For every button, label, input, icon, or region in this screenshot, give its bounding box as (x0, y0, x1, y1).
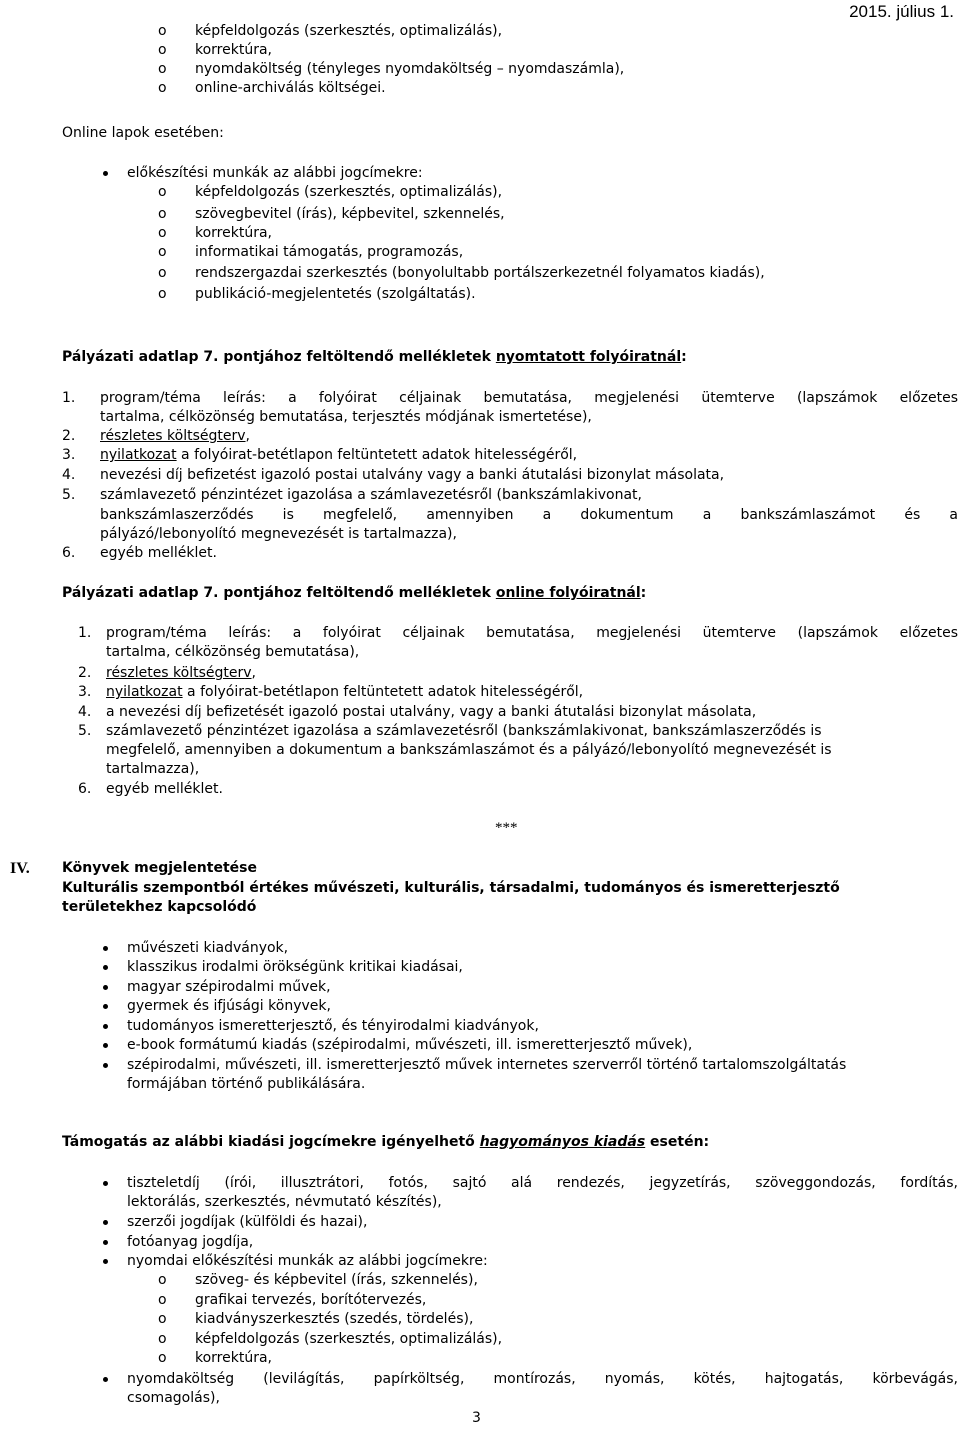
list-item: a nevezési díj befizetését igazoló postai utalvány, vagy a banki átutalási bizonylat másolata, (106, 704, 757, 720)
list-item: gyermek és ifjúsági könyvek, (127, 998, 331, 1014)
item-number: 5. (78, 723, 92, 739)
list-item (100, 427, 250, 446)
list-item: tartalmazza), (106, 761, 200, 777)
list-item: nyomdaköltség (levilágítás, papírköltség, montírozás, nyomás, kötés, hajtogatás, körbevágás, (127, 1371, 958, 1387)
section-subtitle: területekhez kapcsolódó (62, 899, 257, 915)
list-item: e-book formátumú kiadás (szépirodalmi, művészeti, ill. ismeretterjesztő művek), (127, 1037, 693, 1053)
bullet-dot (103, 1259, 108, 1264)
bullet-dot (103, 946, 108, 951)
sub-bullet-marker: o (158, 1331, 167, 1347)
sub-bullet-marker: o (158, 244, 167, 260)
item-number: 3. (62, 447, 76, 463)
sub-bullet-marker: o (158, 1272, 167, 1288)
bullet-dot (103, 1181, 108, 1186)
list-item: korrektúra, (195, 42, 272, 58)
sub-bullet-marker: o (158, 42, 167, 58)
item-number: 6. (62, 545, 76, 561)
list-item: tiszteletdíj (írói, illusztrátori, fotós, sajtó alá rendezés, jegyzetírás, szöveggondozás, fordítás, (127, 1175, 958, 1191)
sub-bullet-marker: o (158, 286, 167, 302)
sub-bullet-marker: o (158, 1350, 167, 1366)
list-item: képfeldolgozás (szerkesztés, optimalizálás), (195, 1331, 503, 1347)
sub-bullet-marker: o (158, 1311, 167, 1327)
heading-text: Pályázati adatlap 7. pontjához feltöltendő mellékletek (62, 349, 496, 365)
heading-text: Támogatás az alábbi kiadási jogcímekre igényelhető (62, 1134, 480, 1150)
list-item (106, 664, 256, 683)
list-item: szerzői jogdíjak (külföldi és hazai), (127, 1214, 368, 1230)
bullet-dot (103, 1043, 108, 1048)
list-item: szövegbevitel (írás), képbevitel, szkennelés, (195, 206, 505, 222)
item-rest: a folyóirat-betétlapon feltüntetett adatok hitelességéről, (176, 447, 578, 463)
list-item: nevezési díj befizetést igazoló postai utalvány vagy a banki átutalási bizonylat másolata, (100, 467, 725, 483)
heading-underlined: online folyóiratnál (495, 585, 641, 601)
list-item: lektorálás, szerkesztés, névmutató készítés), (127, 1194, 442, 1210)
link-text: részletes költségterv (106, 665, 252, 681)
list-item: bankszámlaszerződés is megfelelő, amennyiben a dokumentum a bankszámlaszámot és a (100, 507, 958, 523)
sub-bullet-marker: o (158, 184, 167, 200)
bullet-dot (103, 965, 108, 970)
item-number: 6. (78, 781, 92, 797)
bullet-dot (103, 1377, 108, 1382)
list-item (106, 683, 583, 702)
list-item: megfelelő, amennyiben a dokumentum a bankszámlaszámot és a pályázó/lebonyolító megnevezését is (106, 742, 832, 758)
section-heading (62, 584, 646, 603)
bullet-dot (103, 1063, 108, 1068)
sub-bullet-marker: o (158, 265, 167, 281)
bullet-dot (103, 1220, 108, 1225)
list-item: fotóanyag jogdíja, (127, 1234, 254, 1250)
list-item: egyéb melléklet. (106, 781, 223, 797)
bullet-dot (103, 1240, 108, 1245)
section-number: IV. (10, 860, 30, 877)
heading-text: Pályázati adatlap 7. pontjához feltöltendő mellékletek (62, 585, 496, 601)
list-item: szöveg- és képbevitel (írás, szkennelés), (195, 1272, 478, 1288)
heading-underlined: hagyományos kiadás (479, 1134, 646, 1150)
sub-bullet-marker: o (158, 61, 167, 77)
link-text: részletes költségterv (100, 428, 246, 444)
bullet-dot (103, 171, 108, 176)
item-rest: a folyóirat-betétlapon feltüntetett adatok hitelességéről, (182, 684, 584, 700)
sub-bullet-marker: o (158, 206, 167, 222)
list-item: rendszergazdai szerkesztés (bonyolultabb portálszerkezetnél folyamatos kiadás), (195, 265, 765, 281)
item-number: 4. (78, 704, 92, 720)
item-rest: , (245, 428, 250, 444)
bullet-dot (103, 985, 108, 990)
list-item: szépirodalmi, művészeti, ill. ismeretterjesztő művek internetes szerverről történő tartalomszolgáltatás (127, 1057, 847, 1073)
sub-bullet-marker: o (158, 80, 167, 96)
list-item: képfeldolgozás (szerkesztés, optimalizálás), (195, 23, 503, 39)
heading-suffix: : (681, 349, 687, 365)
list-item: számlavezető pénzintézet igazolása a számlavezetésről (bankszámlakivonat, (100, 487, 642, 503)
list-item: egyéb melléklet. (100, 545, 217, 561)
list-item: online-archiválás költségei. (195, 80, 386, 96)
list-item: előkészítési munkák az alábbi jogcímekre: (127, 165, 423, 181)
item-number: 3. (78, 684, 92, 700)
list-item (100, 446, 577, 465)
bullet-dot (103, 1024, 108, 1029)
sub-bullet-marker: o (158, 23, 167, 39)
list-item: program/téma leírás: a folyóirat céljainak bemutatása, megjelenési ütemterve (lapszámok előzetes (106, 625, 958, 641)
section-title: Online lapok esetében: (62, 125, 224, 141)
section-title: Könyvek megjelentetése (62, 860, 257, 876)
list-item: művészeti kiadványok, (127, 940, 289, 956)
sub-bullet-marker: o (158, 225, 167, 241)
item-number: 1. (78, 625, 92, 641)
item-rest: , (251, 665, 256, 681)
sub-bullet-marker: o (158, 1292, 167, 1308)
list-item: publikáció-megjelentetés (szolgáltatás). (195, 286, 476, 302)
list-item: nyomdaköltség (tényleges nyomdaköltség – nyomdaszámla), (195, 61, 625, 77)
item-number: 2. (62, 428, 76, 444)
heading-suffix: : (640, 585, 647, 601)
list-item: grafikai tervezés, borítótervezés, (195, 1292, 427, 1308)
section-heading (62, 348, 687, 367)
list-item: program/téma leírás: a folyóirat céljainak bemutatása, megjelenési ütemterve (lapszámok előzetes (100, 390, 958, 406)
list-item: tartalma, célközönség bemutatása), (106, 644, 360, 660)
link-text: nyilatkozat (106, 684, 183, 700)
list-item: tartalma, célközönség bemutatása, terjesztés módjának ismertetése), (100, 409, 592, 425)
section-heading (62, 1133, 709, 1152)
list-item: nyomdai előkészítési munkák az alábbi jogcímekre: (127, 1253, 488, 1269)
list-item: csomagolás), (127, 1390, 220, 1406)
list-item: klasszikus irodalmi örökségünk kritikai kiadásai, (127, 959, 463, 975)
heading-underlined: nyomtatott folyóiratnál (495, 349, 682, 365)
list-item: formájában történő publikálására. (127, 1076, 366, 1092)
item-number: 5. (62, 487, 76, 503)
section-separator: *** (495, 820, 518, 836)
link-text: nyilatkozat (100, 447, 177, 463)
list-item: képfeldolgozás (szerkesztés, optimalizálás), (195, 184, 503, 200)
item-number: 2. (78, 665, 92, 681)
header-date: 2015. július 1. (849, 2, 954, 21)
page-number: 3 (472, 1410, 481, 1426)
list-item: pályázó/lebonyolító megnevezését is tartalmazza), (100, 526, 457, 542)
list-item: tudományos ismeretterjesztő, és tényirodalmi kiadványok, (127, 1018, 539, 1034)
list-item: korrektúra, (195, 225, 272, 241)
list-item: korrektúra, (195, 1350, 272, 1366)
section-subtitle: Kulturális szempontból értékes művészeti, kulturális, társadalmi, tudományos és ismeretterjesztő (62, 880, 840, 896)
list-item: kiadványszerkesztés (szedés, tördelés), (195, 1311, 474, 1327)
item-number: 4. (62, 467, 76, 483)
item-number: 1. (62, 390, 76, 406)
heading-suffix: esetén: (645, 1134, 710, 1150)
bullet-dot (103, 1004, 108, 1009)
list-item: informatikai támogatás, programozás, (195, 244, 464, 260)
list-item: magyar szépirodalmi művek, (127, 979, 331, 995)
list-item: számlavezető pénzintézet igazolása a számlavezetésről (bankszámlakivonat, bankszámlaszerződés is (106, 723, 822, 739)
